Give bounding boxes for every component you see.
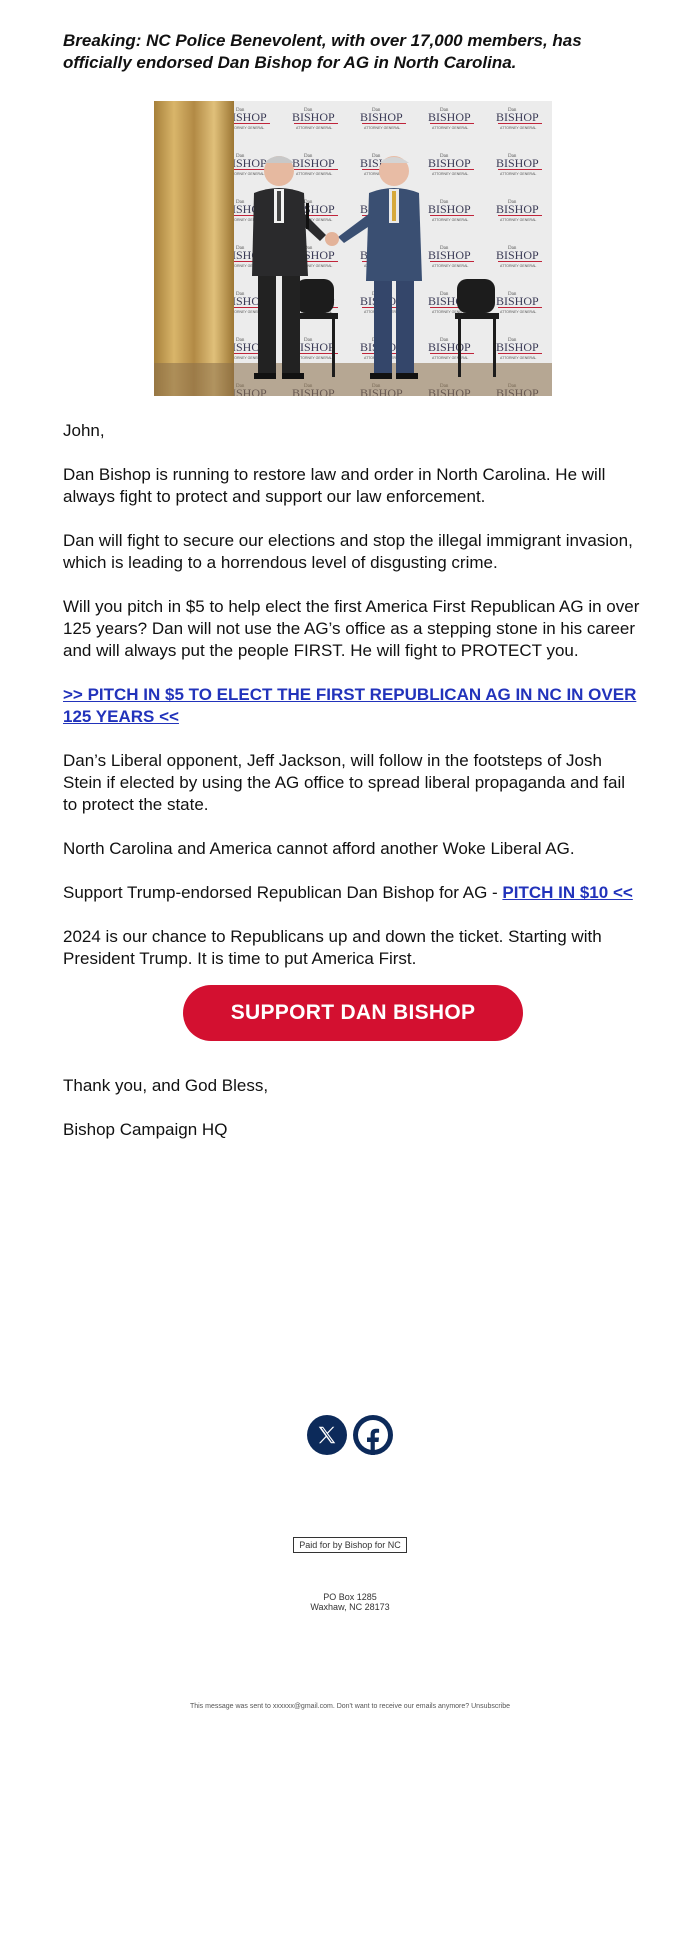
facebook-icon[interactable] [353, 1415, 393, 1455]
cta-paragraph [63, 684, 643, 728]
headline: Breaking: NC Police Benevolent, with over 17,000 members, has officially endorsed Dan Bishop for AG in North Carolina. [63, 31, 582, 72]
mailing-address [0, 1592, 700, 1612]
support-text: Support Trump-endorsed Republican Dan Bishop for AG - [63, 883, 503, 902]
paragraph-elections: Dan will fight to secure our elections and stop the illegal immigrant invasion, which is leading to a horrendous level of disgusting crime. [63, 531, 633, 572]
address-line-1: PO Box 1285 [323, 1592, 377, 1602]
support-dan-bishop-button[interactable]: SUPPORT DAN BISHOP [183, 985, 523, 1041]
endorsement-photo [154, 101, 552, 396]
greeting: John, [63, 421, 105, 440]
paragraph-law-and-order: Dan Bishop is running to restore law and order in North Carolina. He will always fight to protect and support our law enforcement. [63, 465, 606, 506]
paid-for-disclaimer [0, 1537, 700, 1553]
signature: Bishop Campaign HQ [63, 1120, 228, 1139]
paragraph-2024: 2024 is our chance to Republicans up and down the ticket. Starting with President Trump. It is time to put America First. [63, 927, 602, 968]
address-line-2: Waxhaw, NC 28173 [310, 1602, 390, 1612]
footer-notice [0, 1703, 700, 1710]
pitch-in-5-link[interactable]: >> PITCH IN $5 TO ELECT THE FIRST REPUBLICAN AG IN NC IN OVER 125 YEARS << [63, 685, 637, 726]
paragraph-opponent: Dan’s Liberal opponent, Jeff Jackson, will follow in the footsteps of Josh Stein if elected by using the AG office to spread liberal propaganda and fail to protect the state. [63, 751, 626, 814]
paragraph-woke-liberal: North Carolina and America cannot afford another Woke Liberal AG. [63, 839, 575, 858]
pitch-in-10-link[interactable]: PITCH IN $10 << [502, 883, 633, 902]
paragraph-pitch-in: Will you pitch in $5 to help elect the first America First Republican AG in over 125 years? Dan will not use the AG’s office as a stepping stone in his career and will always put the people FIRST. He will fight to PROTECT you. [63, 597, 640, 660]
photo-container [63, 101, 643, 396]
social-links [0, 1415, 700, 1455]
unsubscribe-link[interactable]: Unsubscribe [471, 1703, 511, 1710]
footer-notice-text: This message was sent to xxxxxx@gmail.com. Don't want to receive our emails anymore? [189, 1703, 472, 1710]
paragraph-support-trump-endorsed [63, 882, 643, 904]
x-icon[interactable] [307, 1415, 347, 1455]
paid-for-box: Paid for by Bishop for NC [293, 1537, 407, 1553]
signoff: Thank you, and God Bless, [63, 1076, 269, 1095]
button-row [63, 985, 643, 1041]
email-body [63, 30, 643, 1141]
